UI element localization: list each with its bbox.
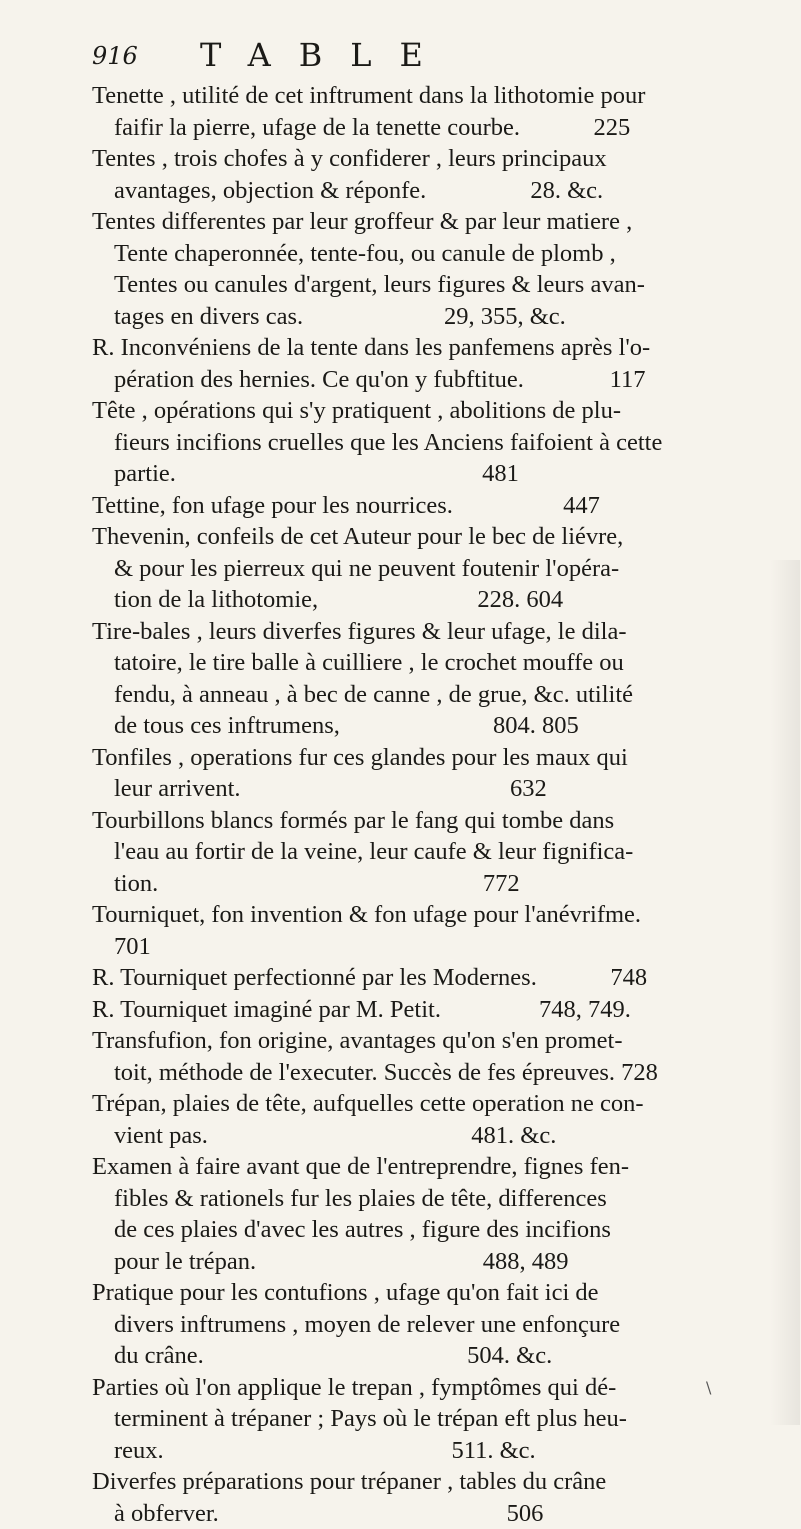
page-mark: \ [706,1378,711,1397]
index-entry [92,490,732,522]
entry-continuation-line: pour le trépan. 488, 489 [92,1246,732,1278]
entry-continuation-line: & pour les pierreux qui ne peuvent foutenir l'opéra- [92,553,732,585]
entry-continuation-line: tatoire, le tire balle à cuilliere , le crochet mouffe ou [92,647,732,679]
entry-heading-line: Trépan, plaies de tête, aufquelles cette operation ne con- [92,1088,732,1120]
entry-continuation-line: fendu, à anneau , à bec de canne , de grue, &c. utilité [92,679,732,711]
entry-continuation-line: du crâne. 504. &c. [92,1340,732,1372]
index-entries [92,80,732,1529]
entry-continuation-line: fibles & rationels fur les plaies de tête, differences [92,1183,732,1215]
index-entry [92,1466,732,1529]
entry-continuation-line: tages en divers cas. 29, 355, &c. [92,301,732,333]
entry-heading-line: R. Tourniquet perfectionné par les Modernes. 748 [92,962,732,994]
entry-continuation-line: divers inftrumens , moyen de relever une enfonçure [92,1309,732,1341]
index-entry [92,742,732,805]
index-entry [92,1277,732,1372]
index-entry [92,994,732,1026]
entry-continuation-line: terminent à trépaner ; Pays où le trépan eft plus heu- [92,1403,732,1435]
entry-continuation-line: tion de la lithotomie, 228. 604 [92,584,732,616]
index-entry [92,962,732,994]
entry-heading-line: Tête , opérations qui s'y pratiquent , abolitions de plu- [92,395,732,427]
entry-continuation-line: de ces plaies d'avec les autres , figure des incifions [92,1214,732,1246]
entry-continuation-line: leur arrivent. 632 [92,773,732,805]
index-entry [92,80,732,143]
entry-heading-line: R. Inconvéniens de la tente dans les panfemens après l'o- [92,332,732,364]
index-entry [92,805,732,900]
index-entry [92,332,732,395]
index-entry [92,1151,732,1277]
entry-heading-line: Transfufion, fon origine, avantages qu'on s'en promet- [92,1025,732,1057]
page-edge-shadow [770,560,800,1425]
entry-heading-line: R. Tourniquet imaginé par M. Petit. 748, 749. [92,994,732,1026]
entry-continuation-line: Tente chaperonnée, tente-fou, ou canule de plomb , [92,238,732,270]
entry-heading-line: Tettine, fon ufage pour les nourrices. 447 [92,490,732,522]
entry-continuation-line: partie. 481 [92,458,732,490]
entry-heading-line: Tenette , utilité de cet inftrument dans la lithotomie pour [92,80,732,112]
entry-continuation-line: tion. 772 [92,868,732,900]
index-entry [92,521,732,616]
running-title: TABLE [200,36,451,74]
index-entry [92,395,732,490]
entry-continuation-line: vient pas. 481. &c. [92,1120,732,1152]
entry-heading-line: Parties où l'on applique le trepan , fymptômes qui dé- [92,1372,732,1404]
index-entry [92,1025,732,1088]
entry-heading-line: Examen à faire avant que de l'entreprendre, fignes fen- [92,1151,732,1183]
entry-continuation-line: l'eau au fortir de la veine, leur caufe & leur fignifica- [92,836,732,868]
index-entry [92,206,732,332]
entry-continuation-line: fieurs incifions cruelles que les Anciens faifoient à cette [92,427,732,459]
index-entry [92,143,732,206]
entry-continuation-line: de tous ces inftrumens, 804. 805 [92,710,732,742]
index-entry [92,616,732,742]
entry-heading-line: Thevenin, confeils de cet Auteur pour le bec de liévre, [92,521,732,553]
index-entry [92,1088,732,1151]
entry-heading-line: Tentes , trois chofes à y confiderer , leurs principaux [92,143,732,175]
index-entry [92,899,732,962]
entry-heading-line: Tourniquet, fon invention & fon ufage pour l'anévrifme. [92,899,732,931]
entry-heading-line: Tourbillons blancs formés par le fang qui tombe dans [92,805,732,837]
page-number: 916 [92,42,138,70]
page-header [92,42,732,82]
index-entry [92,1372,732,1467]
entry-heading-line: Tire-bales , leurs diverfes figures & leur ufage, le dila- [92,616,732,648]
entry-continuation-line: à obferver. 506 [92,1498,732,1529]
entry-continuation-line: reux. 511. &c. [92,1435,732,1467]
entry-continuation-line: faifir la pierre, ufage de la tenette courbe. 225 [92,112,732,144]
entry-continuation-line: 701 [92,931,732,963]
entry-continuation-line: Tentes ou canules d'argent, leurs figures & leurs avan- [92,269,732,301]
entry-heading-line: Tonfiles , operations fur ces glandes pour les maux qui [92,742,732,774]
entry-continuation-line: pération des hernies. Ce qu'on y fubftitue. 117 [92,364,732,396]
entry-heading-line: Tentes differentes par leur groffeur & par leur matiere , [92,206,732,238]
entry-continuation-line: toit, méthode de l'executer. Succès de fes épreuves. 728 [92,1057,732,1089]
entry-continuation-line: avantages, objection & réponfe. 28. &c. [92,175,732,207]
entry-heading-line: Diverfes préparations pour trépaner , tables du crâne [92,1466,732,1498]
entry-heading-line: Pratique pour les contufions , ufage qu'on fait ici de [92,1277,732,1309]
